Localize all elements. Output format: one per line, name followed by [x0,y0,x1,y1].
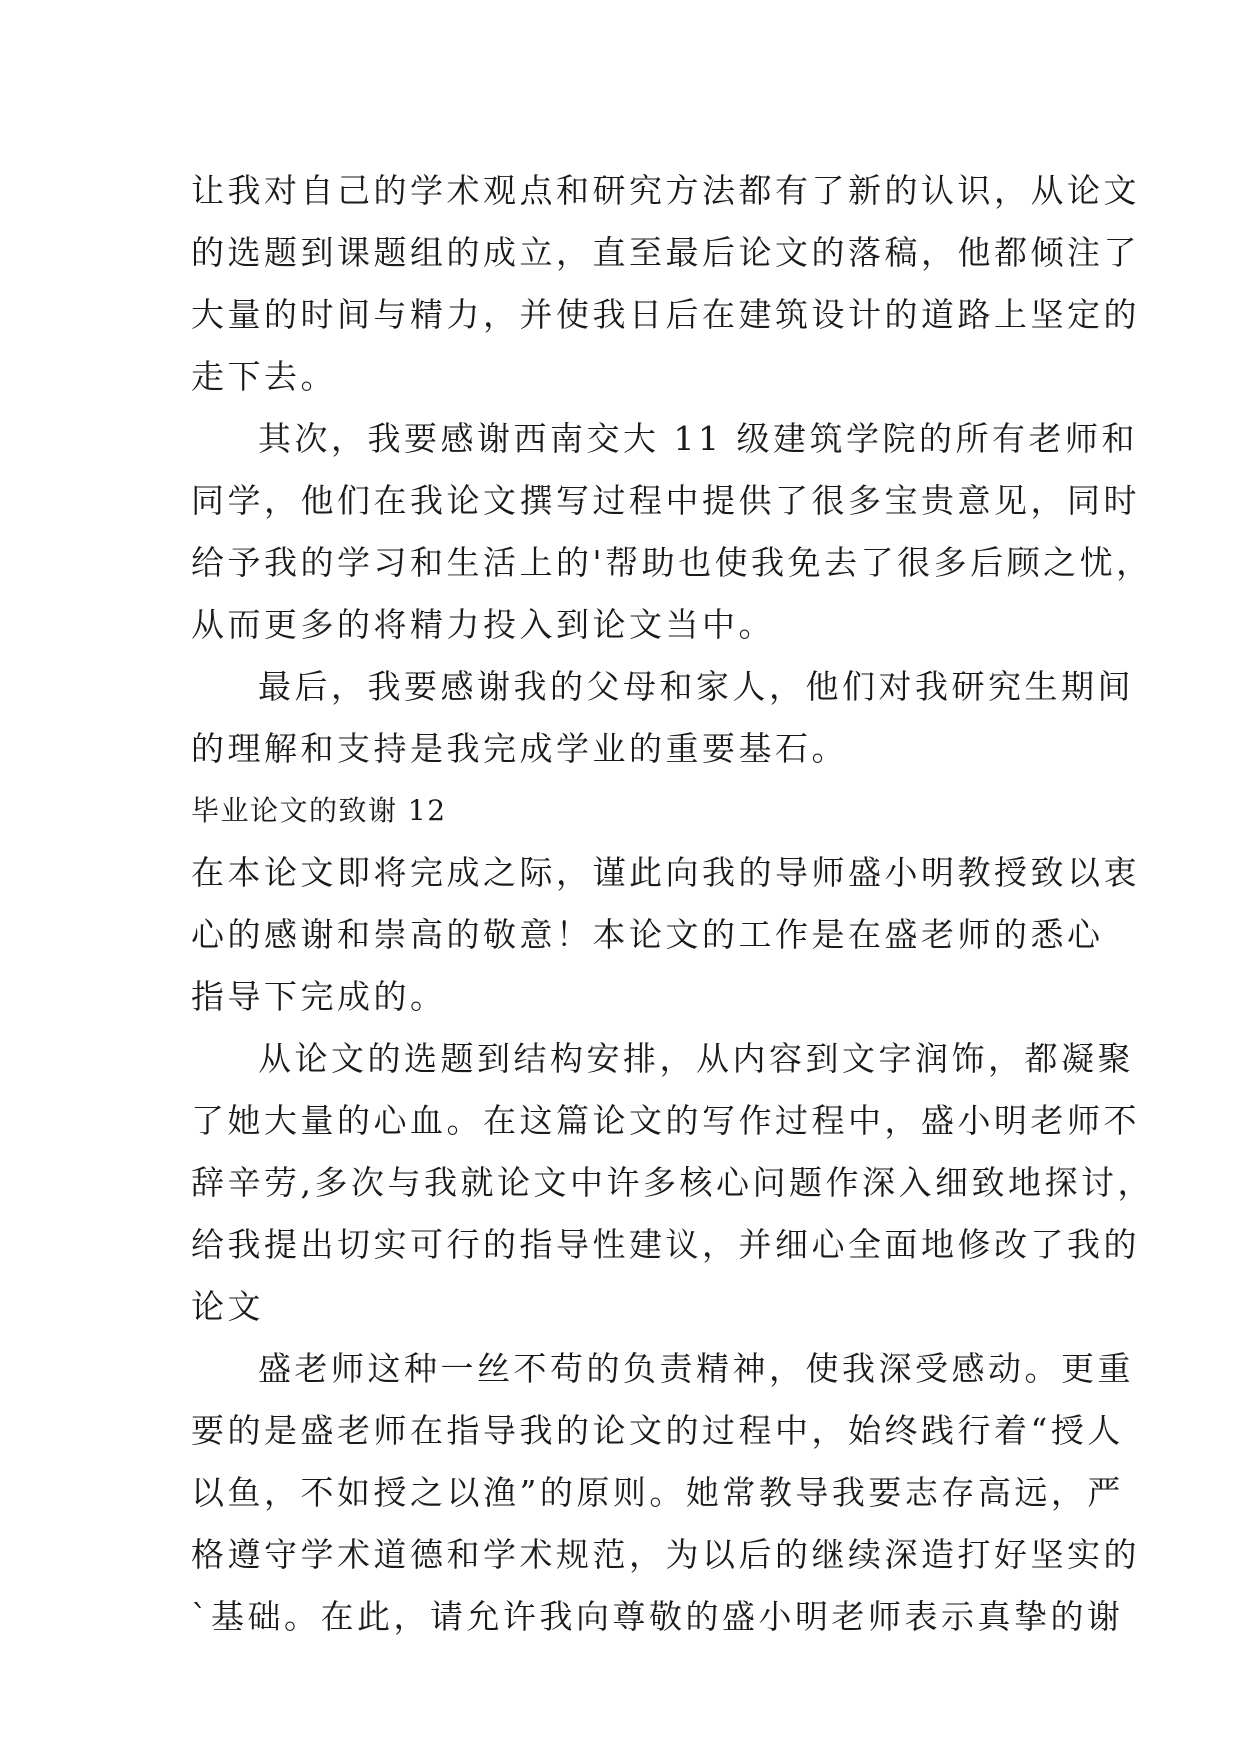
document-body [191,160,1154,1648]
paragraph-4 [191,842,1140,1028]
text-line: 走下去。 [191,357,337,396]
section-heading: 毕业论文的致谢 12 [191,794,447,827]
text-line: 在本论文即将完成之际，谨此向我的导师盛小明教授致以衷 [191,853,1140,892]
text-line: 的理解和支持是我完成学业的重要基石。 [191,729,848,768]
text-line: 从论文的选题到结构安排，从内容到文字润饰，都凝聚 [258,1039,1134,1078]
text-line: 论文 [191,1287,264,1326]
paragraph-1 [191,160,1140,408]
text-line: 格遵守学术道德和学术规范，为以后的继续深造打好坚实的 [191,1535,1140,1574]
text-line: 最后，我要感谢我的父母和家人，他们对我研究生期间 [258,667,1134,706]
text-line: 以鱼，不如授之以渔”的原则。她常教导我要志存高远，严 [191,1473,1124,1512]
paragraph-5 [191,1028,1154,1338]
text-line: 心的感谢和崇高的敬意！本论文的工作是在盛老师的悉心 [191,915,1104,954]
text-line: 要的是盛老师在指导我的论文的过程中，始终践行着“授人 [191,1411,1124,1450]
text-line: 给我提出切实可行的指导性建议，并细心全面地修改了我的 [191,1225,1140,1264]
text-line: 给予我的学习和生活上的'帮助也使我免去了很多后顾之忧， [191,543,1153,582]
text-line: 同学，他们在我论文撰写过程中提供了很多宝贵意见，同时 [191,481,1140,520]
text-line: 的选题到课题组的成立，直至最后论文的落稿，他都倾注了 [191,233,1140,272]
text-line: 指导下完成的。 [191,977,447,1016]
text-line: 盛老师这种一丝不苟的负责精神，使我深受感动。更重 [258,1349,1134,1388]
text-line: 大量的时间与精力，并使我日后在建筑设计的道路上坚定的 [191,295,1140,334]
paragraph-3 [191,656,1134,780]
text-line: 辞辛劳,多次与我就论文中许多核心问题作深入细致地探讨， [191,1163,1154,1202]
text-line: 了她大量的心血。在这篇论文的写作过程中，盛小明老师不 [191,1101,1140,1140]
text-line: 从而更多的将精力投入到论文当中。 [191,605,775,644]
text-line: `基础。在此，请允许我向尊敬的盛小明老师表示真挚的谢 [191,1597,1124,1636]
paragraph-6 [191,1338,1140,1648]
text-line: 让我对自己的学术观点和研究方法都有了新的认识，从论文 [191,171,1140,210]
paragraph-2 [191,408,1153,656]
text-line: 其次，我要感谢西南交大 11 级建筑学院的所有老师和 [258,419,1138,458]
